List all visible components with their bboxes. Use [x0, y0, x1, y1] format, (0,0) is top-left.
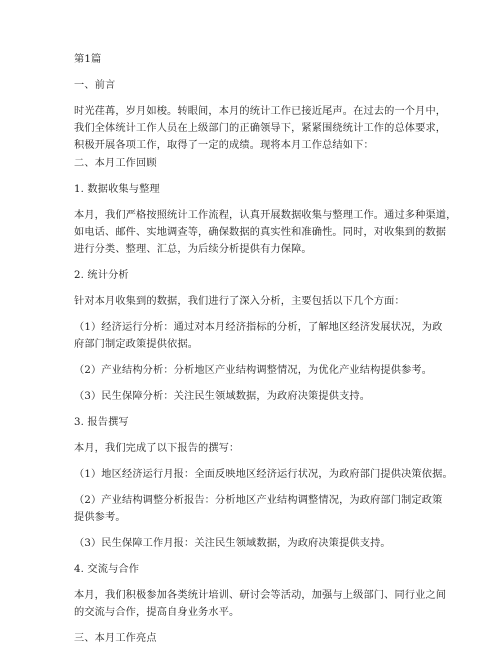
list-item-continuation: 提供参考。 [74, 512, 126, 523]
item-heading-report-writing: 3. 报告撰写 [74, 417, 129, 428]
list-item: （2）产业结构分析：分析地区产业结构调整情况，为优化产业结构提供参考。 [74, 365, 433, 376]
list-item-continuation: 府部门制定政策提供依据。 [74, 339, 199, 350]
section-heading-preface: 一、前言 [74, 80, 116, 91]
list-item: （1）经济运行分析：通过对本月经济指标的分析，了解地区经济发展状况，为政 [74, 322, 443, 333]
paragraph-line: 本月，我们积极参加各类统计培训、研讨会等活动，加强与上级部门、同行业之间 [74, 590, 447, 601]
list-item: （3）民生保障分析：关注民生领域数据，为政府决策提供支持。 [74, 391, 371, 402]
paragraph-line: 的交流与合作，提高自身业务水平。 [74, 607, 240, 618]
item-heading-data-collection: 1. 数据收集与整理 [74, 184, 160, 195]
intro-line: 积极开展各项工作，取得了一定的成绩。现将本月工作总结如下： [74, 140, 374, 151]
list-item: （1）地区经济运行月报：全面反映地区经济运行状况，为政府部门提供决策依据。 [74, 469, 453, 480]
section-heading-highlights: 三、本月工作亮点 [74, 633, 157, 644]
section-heading-review: 二、本月工作回顾 [74, 158, 157, 169]
list-item: （3）民生保障工作月报：关注民生领域数据，为政府决策提供支持。 [74, 538, 391, 549]
item-heading-exchange-cooperation: 4. 交流与合作 [74, 564, 140, 575]
intro-line: 我们全体统计工作人员在上级部门的正确领导下，紧紧围绕统计工作的总体要求， [74, 123, 447, 134]
paragraph-line: 本月，我们完成了以下报告的撰写： [74, 443, 240, 454]
paragraph-line: 如电话、邮件、实地调查等，确保数据的真实性和准确性。同时，对收集到的数据 [74, 227, 447, 238]
chapter-label: 第1篇 [74, 54, 102, 65]
item-heading-statistical-analysis: 2. 统计分析 [74, 270, 129, 281]
paragraph-line: 针对本月收集到的数据，我们进行了深入分析，主要包括以下几个方面： [74, 296, 405, 307]
paragraph-line: 本月，我们严格按照统计工作流程，认真开展数据收集与整理工作。通过多种渠道， [74, 210, 457, 221]
intro-line: 时光荏苒，岁月如梭。转眼间，本月的统计工作已接近尾声。在过去的一个月中， [74, 106, 447, 117]
paragraph-line: 进行分类、整理、汇总，为后续分析提供有力保障。 [74, 244, 312, 255]
list-item: （2）产业结构调整分析报告：分析地区产业结构调整情况，为政府部门制定政策 [74, 495, 443, 506]
